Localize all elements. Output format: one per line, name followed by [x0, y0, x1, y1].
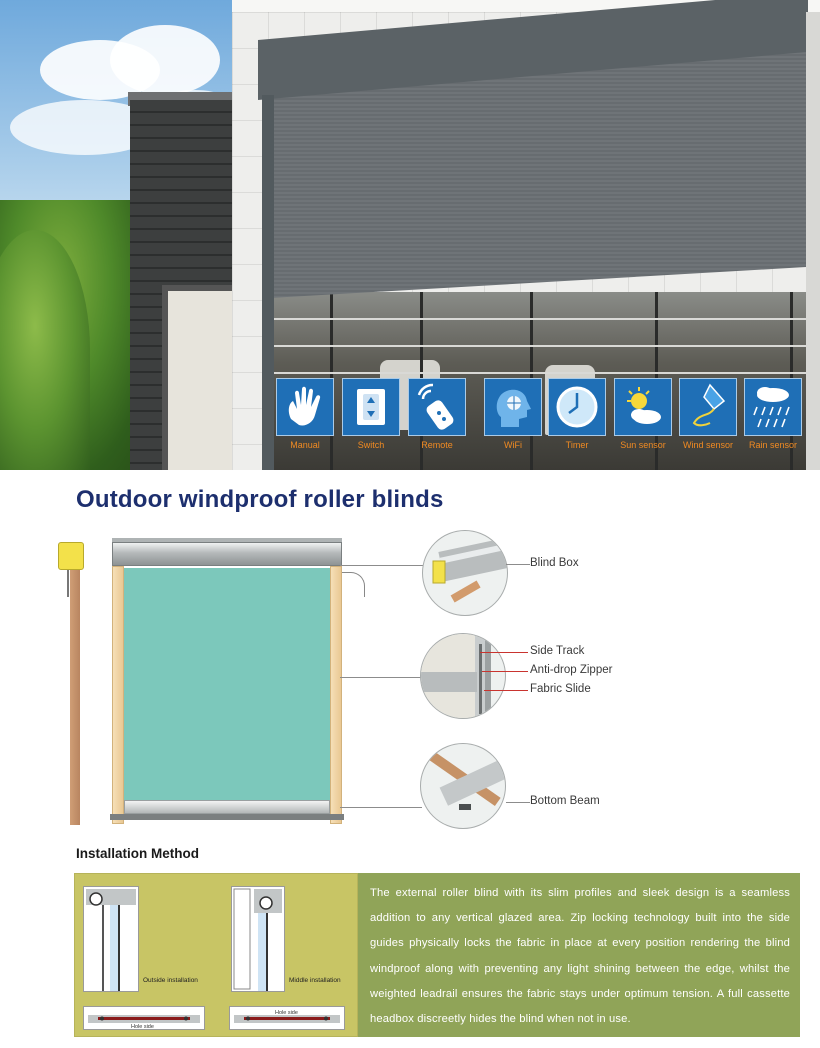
feature-label: Rain sensor	[748, 440, 798, 450]
feature-wind-sensor	[679, 378, 737, 466]
feature-label: Timer	[565, 440, 589, 450]
clock-icon	[548, 378, 606, 436]
installation-title: Installation Method	[76, 846, 199, 861]
description-text: The external roller blind with its slim profiles and sleek design is a seamless addition to any vertical glazed area. Zip locking technology built into the side guides physically locks the fabric in place at every position rendering the blind windproof along with preventing any light shining between the edge, whilst the weighted leadrail ensures the fabric stays under optimum tension. A full cassette headbox discreetly hides the blind when not in use.	[370, 887, 790, 1026]
side-rail	[262, 95, 274, 470]
middle-installation-label: Middle installation	[289, 977, 341, 984]
callout-line	[482, 671, 528, 672]
installation-diagrams	[74, 873, 358, 1037]
facade-column	[806, 12, 820, 470]
feature-manual	[276, 378, 334, 466]
callout-bottom-beam: Bottom Beam	[530, 795, 600, 807]
feature-label: Wind sensor	[682, 440, 734, 450]
sun-icon	[614, 378, 672, 436]
feature-sun-sensor	[614, 378, 672, 466]
feature-rain-sensor	[744, 378, 802, 466]
door	[162, 285, 236, 470]
blind-box-detail	[422, 530, 508, 616]
side-view-cable	[67, 567, 69, 597]
feature-switch	[342, 378, 400, 466]
blind-box	[112, 542, 342, 566]
wind-icon	[679, 378, 737, 436]
callout-fabric-slide: Fabric Slide	[530, 683, 591, 695]
feature-label: Switch	[357, 440, 385, 450]
page-title: Outdoor windproof roller blinds	[76, 486, 444, 513]
callout-line	[480, 652, 528, 653]
railing-bar	[274, 318, 806, 320]
railing-bar	[274, 345, 806, 347]
side-track-right	[330, 566, 342, 824]
feature-label: Sun sensor	[620, 440, 666, 450]
callout-line	[484, 690, 528, 691]
feature-icon-row	[276, 378, 806, 468]
side-track-detail	[420, 633, 506, 719]
callout-line	[506, 564, 530, 565]
power-cable	[342, 572, 365, 597]
hole-side-label: Hole side	[131, 1024, 154, 1030]
railing-bar	[274, 372, 806, 374]
blind-diagram	[0, 525, 820, 845]
callout-side-track: Side Track	[530, 645, 585, 657]
feature-label: Remote	[421, 440, 453, 450]
bottom-beam	[124, 800, 330, 814]
leader-line	[340, 807, 422, 808]
callout-line	[506, 802, 530, 803]
wifi-head-icon	[484, 378, 542, 436]
frame-base	[110, 814, 344, 820]
leader-line	[340, 565, 424, 566]
leader-line	[340, 677, 422, 678]
bottom-beam-detail	[420, 743, 506, 829]
middle-installation-diagram	[231, 886, 285, 992]
feature-timer	[548, 378, 606, 466]
hand-icon	[276, 378, 334, 436]
outside-installation-label: Outside installation	[143, 977, 198, 984]
blind-fabric	[124, 568, 330, 800]
hero-photo	[0, 0, 820, 470]
callout-anti-drop-zipper: Anti-drop Zipper	[530, 664, 613, 676]
outside-installation-diagram	[83, 886, 139, 992]
rain-icon	[744, 378, 802, 436]
side-track-left	[112, 566, 124, 824]
side-view-frame	[70, 543, 80, 825]
feature-label: Manual	[290, 440, 320, 450]
remote-icon	[408, 378, 466, 436]
feature-label: WiFi	[504, 440, 522, 450]
feature-remote	[408, 378, 466, 466]
callout-blind-box: Blind Box	[530, 557, 579, 569]
hole-side-label: Hole side	[275, 1010, 298, 1016]
description-panel	[358, 873, 800, 1037]
side-view-motor	[58, 542, 84, 570]
feature-wifi	[484, 378, 542, 466]
switch-icon	[342, 378, 400, 436]
cloud	[110, 25, 220, 95]
